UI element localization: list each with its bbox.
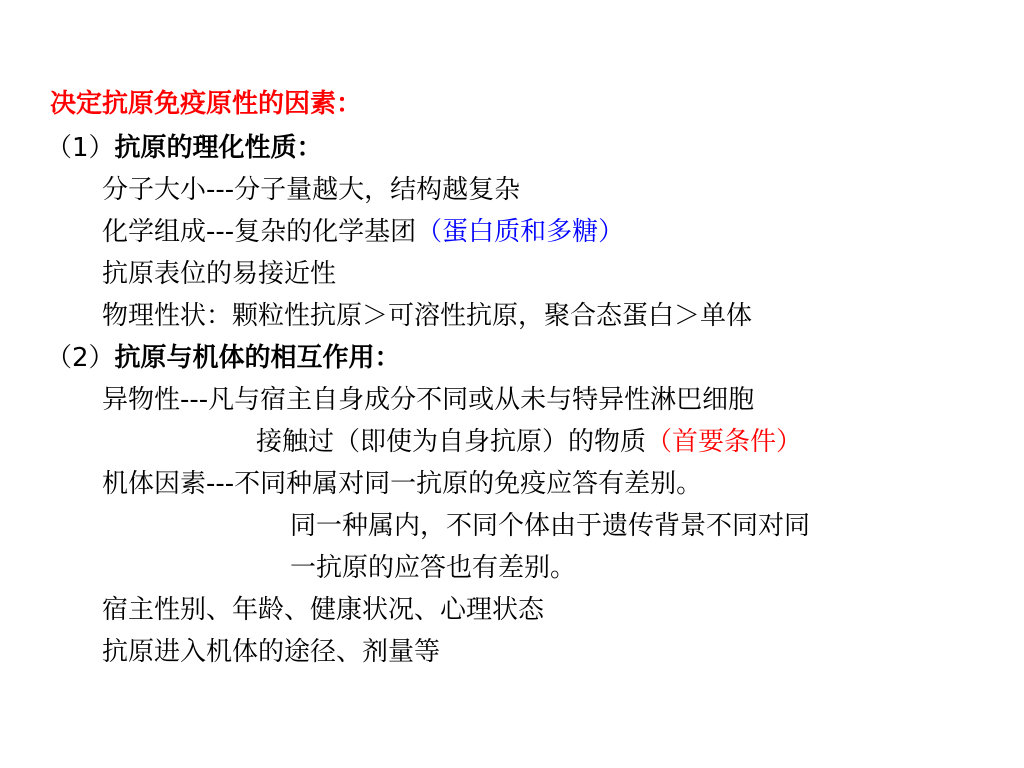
item-chemical-composition-note: （蛋白质和多糖） [416, 217, 625, 247]
section-2-number: （2） [46, 343, 115, 373]
item-foreignness-line-2 [256, 424, 802, 460]
item-foreignness-line-1: 异物性---凡与宿主自身成分不同或从未与特异性淋巴细胞 [102, 385, 755, 415]
section-2-heading-line [46, 340, 401, 376]
slide-title: 决定抗原免疫原性的因素： [50, 89, 363, 119]
section-1-heading: 抗原的理化性质： [114, 133, 323, 163]
section-1-number: （1） [46, 133, 115, 163]
item-host-factors-line-3: 一抗原的应答也有差别。 [290, 553, 577, 583]
item-host-factors-line-1: 机体因素---不同种属对同一抗原的免疫应答有差别。 [102, 469, 703, 499]
section-2-heading: 抗原与机体的相互作用： [114, 343, 401, 373]
item-foreignness-note: （首要条件） [646, 427, 803, 457]
item-physical-state: 物理性状：颗粒性抗原＞可溶性抗原，聚合态蛋白＞单体 [102, 301, 753, 331]
item-host-sex-age-health: 宿主性别、年龄、健康状况、心理状态 [102, 595, 545, 625]
item-route-dose: 抗原进入机体的途径、剂量等 [102, 637, 441, 667]
item-chemical-composition [102, 214, 624, 250]
item-molecular-size: 分子大小---分子量越大，结构越复杂 [102, 175, 521, 205]
item-chemical-composition-text: 化学组成---复杂的化学基团 [102, 217, 417, 247]
section-1-heading-line [46, 130, 323, 166]
item-host-factors-line-2: 同一种属内，不同个体由于遗传背景不同对同 [290, 511, 811, 541]
item-foreignness-text: 接触过（即使为自身抗原）的物质 [256, 427, 647, 457]
item-epitope-accessibility: 抗原表位的易接近性 [102, 259, 337, 289]
